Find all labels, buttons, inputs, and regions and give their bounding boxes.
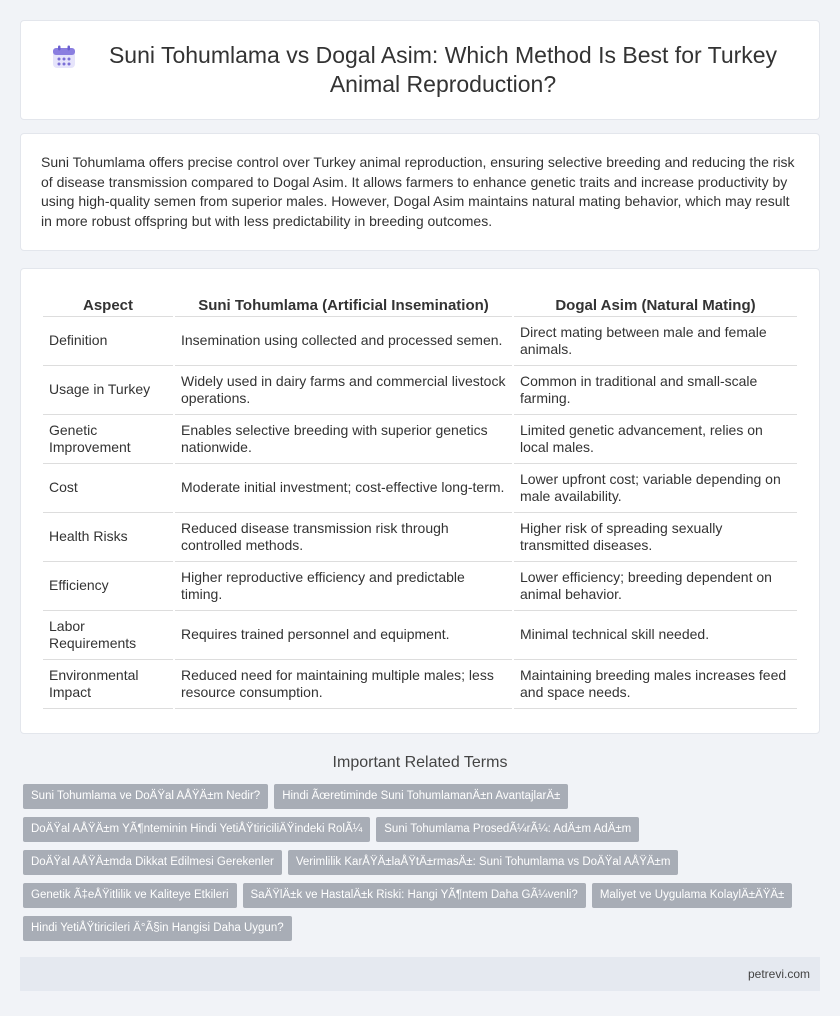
related-term-tag[interactable]: Suni Tohumlama ProsedÃ¼rÃ¼: AdÄ±m AdÄ±m	[376, 817, 639, 842]
cell-suni: Widely used in dairy farms and commercial livestock operations.	[175, 366, 512, 415]
cell-aspect: Usage in Turkey	[43, 366, 173, 415]
cell-suni: Requires trained personnel and equipment.	[175, 611, 512, 660]
related-terms-section	[0, 754, 840, 941]
footer	[20, 957, 820, 991]
cell-dogal: Lower efficiency; breeding dependent on animal behavior.	[514, 562, 797, 611]
calendar-icon	[51, 44, 77, 70]
table-row	[43, 660, 797, 709]
cell-suni: Insemination using collected and processed semen.	[175, 317, 512, 366]
table-row	[43, 562, 797, 611]
header-inner	[51, 41, 789, 99]
cell-suni: Reduced disease transmission risk through controlled methods.	[175, 513, 512, 562]
comparison-table	[41, 293, 799, 709]
related-term-tag[interactable]: Suni Tohumlama ve DoÄŸal AÅŸÄ±m Nedir?	[23, 784, 268, 809]
related-terms-tags	[0, 784, 840, 941]
comparison-table-card	[20, 268, 820, 734]
cell-dogal: Common in traditional and small-scale farming.	[514, 366, 797, 415]
cell-dogal: Lower upfront cost; variable depending on male availability.	[514, 464, 797, 513]
footer-site-link[interactable]: petrevi.com	[747, 967, 810, 981]
related-term-tag[interactable]: SaÄŸlÄ±k ve HastalÄ±k Riski: Hangi YÃ¶ntem Daha GÃ¼venli?	[243, 883, 586, 908]
table-row	[43, 464, 797, 513]
cell-aspect: Genetic Improvement	[43, 415, 173, 464]
cell-dogal: Minimal technical skill needed.	[514, 611, 797, 660]
header-card	[20, 20, 820, 120]
table-row	[43, 611, 797, 660]
intro-paragraph: Suni Tohumlama offers precise control over Turkey animal reproduction, ensuring selective breeding and reducing the risk of disease transmission compared to Dogal Asim. It allows farmers to enhance genetic traits and increase productivity by using high-quality semen from superior males. However, Dogal Asim maintains natural mating behavior, which may result in more robust offspring but with less predictability in breeding outcomes.	[41, 154, 795, 229]
cell-aspect: Environmental Impact	[43, 660, 173, 709]
cell-aspect: Cost	[43, 464, 173, 513]
cell-dogal: Maintaining breeding males increases feed and space needs.	[514, 660, 797, 709]
page-title: Suni Tohumlama vs Dogal Asim: Which Method Is Best for Turkey Animal Reproduction?	[108, 42, 778, 97]
related-term-tag[interactable]: Genetik Ã‡eÅŸitlilik ve Kaliteye Etkileri	[23, 883, 237, 908]
related-term-tag[interactable]: Maliyet ve Uygulama KolaylÄ±ÄŸÄ±	[592, 883, 793, 908]
cell-dogal: Limited genetic advancement, relies on local males.	[514, 415, 797, 464]
table-row	[43, 415, 797, 464]
cell-aspect: Health Risks	[43, 513, 173, 562]
table-row	[43, 513, 797, 562]
cell-aspect: Efficiency	[43, 562, 173, 611]
related-term-tag[interactable]: DoÄŸal AÅŸÄ±m YÃ¶nteminin Hindi YetiÅŸtiriciliÄŸindeki RolÃ¼	[23, 817, 370, 842]
related-term-tag[interactable]: Hindi Ãœretiminde Suni TohumlamanÄ±n AvantajlarÄ±	[274, 784, 568, 809]
table-header-row	[43, 293, 797, 317]
related-term-tag[interactable]: Verimlilik KarÅŸÄ±laÅŸtÄ±rmasÄ±: Suni Tohumlama vs DoÄŸal AÅŸÄ±m	[288, 850, 679, 875]
intro-card	[20, 133, 820, 251]
header-dogal-asim: Dogal Asim (Natural Mating)	[514, 293, 797, 317]
table-row	[43, 317, 797, 366]
cell-dogal: Direct mating between male and female animals.	[514, 317, 797, 366]
related-term-tag[interactable]: DoÄŸal AÅŸÄ±mda Dikkat Edilmesi Gerekenler	[23, 850, 282, 875]
cell-suni: Reduced need for maintaining multiple males; less resource consumption.	[175, 660, 512, 709]
cell-aspect: Definition	[43, 317, 173, 366]
cell-aspect: Labor Requirements	[43, 611, 173, 660]
cell-suni: Moderate initial investment; cost-effective long-term.	[175, 464, 512, 513]
related-term-tag[interactable]: Hindi YetiÅŸtiricileri Ä°Ã§in Hangisi Daha Uygun?	[23, 916, 292, 941]
related-terms-title: Important Related Terms	[332, 754, 508, 771]
header-suni-tohumlama: Suni Tohumlama (Artificial Insemination)	[175, 293, 512, 317]
table-row	[43, 366, 797, 415]
cell-suni: Enables selective breeding with superior genetics nationwide.	[175, 415, 512, 464]
cell-dogal: Higher risk of spreading sexually transmitted diseases.	[514, 513, 797, 562]
header-aspect: Aspect	[43, 293, 173, 317]
cell-suni: Higher reproductive efficiency and predictable timing.	[175, 562, 512, 611]
